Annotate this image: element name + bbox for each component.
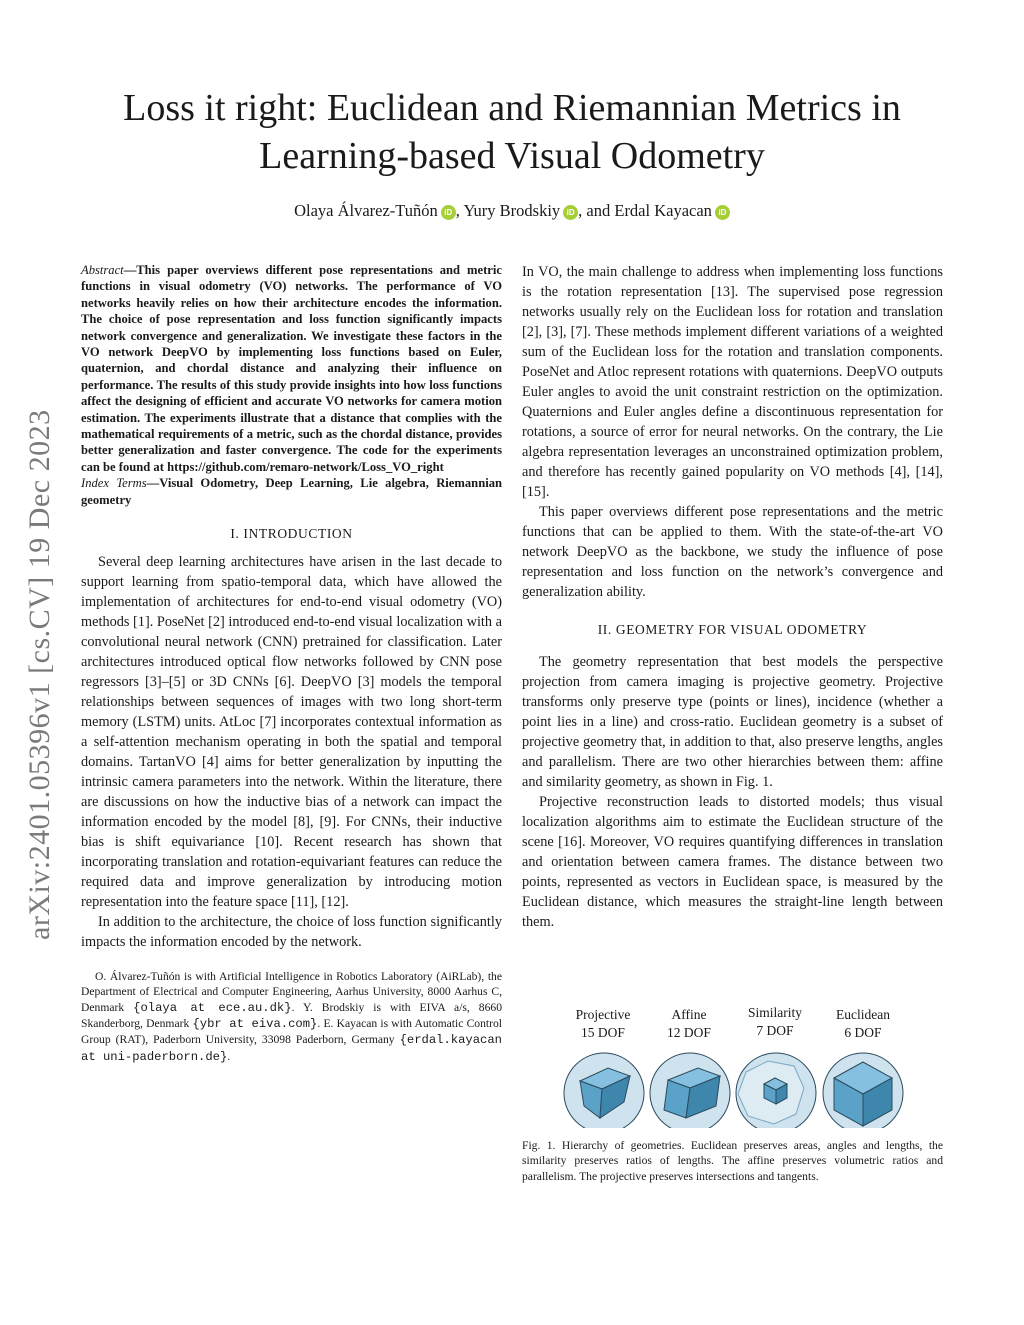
author-name: Yury Brodskiy bbox=[463, 201, 561, 220]
orcid-icon[interactable]: iD bbox=[563, 205, 578, 220]
index-terms-lead: Index Terms bbox=[81, 476, 147, 491]
paper-title: Loss it right: Euclidean and Riemannian Metrics in Learning-based Visual Odometry bbox=[123, 87, 901, 177]
geometry-illustration bbox=[558, 1004, 918, 1128]
abstract-lead: Abstract bbox=[81, 263, 124, 277]
geometry-name: Affine bbox=[671, 1007, 707, 1022]
left-column bbox=[81, 262, 502, 1065]
geometry-hierarchy-figure bbox=[558, 1004, 918, 1128]
body-paragraph: In addition to the architecture, the choice of loss function significantly impacts the information encoded by the network. bbox=[81, 914, 502, 951]
section-heading: I. INTRODUCTION bbox=[230, 526, 353, 542]
email-link[interactable]: {olaya at ece.au.dk} bbox=[133, 1000, 292, 1015]
footnote-text: . bbox=[227, 1049, 231, 1063]
geometry-name: Similarity bbox=[748, 1005, 802, 1020]
author-name: Olaya Álvarez-Tuñón bbox=[294, 201, 438, 220]
body-paragraph: Projective reconstruction leads to distorted models; thus visual localization algorithms aim to estimate the Euclidean structure of the scene [16]. Moreover, VO requires quantifying differences in translation and orientation between camera frames. The distance between two points, represented as vectors in Euclidean space, is measured by the Euclidean distance, which measures the straight-line length between them. bbox=[522, 794, 943, 930]
author-list bbox=[110, 201, 914, 221]
geometry-dof: 7 DOF bbox=[756, 1023, 794, 1038]
geometry-dof: 6 DOF bbox=[844, 1025, 882, 1040]
geometry-name: Euclidean bbox=[836, 1007, 890, 1022]
right-column bbox=[522, 262, 943, 932]
euclidean-illustration bbox=[823, 1053, 903, 1128]
projective-illustration bbox=[564, 1053, 644, 1128]
similarity-illustration bbox=[736, 1053, 816, 1128]
author-name: Erdal Kayacan bbox=[614, 201, 712, 220]
footnote-text: . E. Kayacan is with Automatic Control Group (RAT), Paderborn University, 33098 Paderborn, Germany bbox=[81, 1016, 502, 1047]
body-paragraph: In VO, the main challenge to address when implementing loss functions is the rotation representation [13]. The supervised pose regression networks usually rely on the Euclidean loss for rotation and translation [2], [3], [7]. These methods implement different variations of a weighted sum of the Euclidean loss for the rotation and translation components. PoseNet and Atloc represent rotations with quaternions. DeepVO outputs Euler angles to avoid the unit constraint restriction on the optimization. Quaternions and Euler angles define a discontinuous representation for rotations, a source of error for neural networks. On the contrary, the Lie algebra representation leverages an unconstrained optimization problem, and therefore has recently gained popularity on VO methods [4], [14], [15]. bbox=[522, 264, 943, 500]
orcid-icon[interactable]: iD bbox=[715, 205, 730, 220]
affine-illustration bbox=[650, 1053, 730, 1128]
body-paragraph: The geometry representation that best models the perspective projection from camera imaging is projective geometry. Projective transforms only preserve type (points or lines), incidence (whether a point lies in a line) and cross-ratio. Euclidean geometry is a subset of projective geometry that, in addition to that, also preserve lengths, angles and parallelism. There are two other hierarchies between them: affine and similarity geometry, as shown in Fig. 1. bbox=[522, 654, 943, 790]
body-paragraph: Several deep learning architectures have arisen in the last decade to support learning from spatio-temporal data, which have allowed the implementation of architectures for end-to-end visual odometry (VO) methods [1]. PoseNet [2] introduced end-to-end visual localization with a convolutional neural network (CNN) pretrained for classification. Later architectures introduced optical flow networks followed by CNN pose regressors [3]–[5] or 3D CNNs [6]. DeepVO [3] models the temporal relationships between sequences of images with two long short-term memory (LSTM) units. AtLoc [7] incorporates contextual information as a self-attention mechanism operating in both the spatial and temporal domains. TartanVO [4] aims for better generalization by inputting the intrinsic camera parameters into the network. Within the literature, there are discussions on how the inductive bias of a network can impact the information encoded by the model [8], [9]. For CNNs, their inductive bias is shift equivariance [10]. Recent research has shown that incorporating translation and rotation-equivariant features can reduce the required data and improve generalization by introducing motion representation into the feature space [11], [12]. bbox=[81, 554, 502, 911]
email-link[interactable]: {ybr at eiva.com} bbox=[192, 1016, 318, 1031]
body-paragraph: This paper overviews different pose representations and the metric functions that can be applied to them. With the state-of-the-art VO network DeepVO as the backbone, we study the influence of pose representation and loss function on the network’s convergence and generalization ability. bbox=[522, 504, 943, 600]
figure-caption: Fig. 1. Hierarchy of geometries. Euclidean preserves areas, angles and lengths, the similarity preserves ratios of lengths. The affine preserves volumetric ratios and parallelism. The projective preserves intersections and tangents. bbox=[522, 1139, 943, 1183]
author-separator: , and bbox=[578, 201, 615, 220]
arxiv-identifier: arXiv:2401.05396v1 [cs.CV] 19 Dec 2023 bbox=[23, 409, 56, 940]
orcid-icon[interactable]: iD bbox=[441, 205, 456, 220]
author-separator: , bbox=[455, 201, 464, 220]
geometry-dof: 15 DOF bbox=[581, 1025, 625, 1040]
index-terms-text: —Visual Odometry, Deep Learning, Lie algebra, Riemannian geometry bbox=[81, 476, 502, 507]
geometry-dof: 12 DOF bbox=[667, 1025, 711, 1040]
email-link[interactable]: {erdal.kayacan at uni-paderborn.de} bbox=[81, 1033, 502, 1064]
section-heading: II. GEOMETRY FOR VISUAL ODOMETRY bbox=[597, 622, 868, 637]
index-terms bbox=[81, 475, 502, 508]
footnote-text: O. Álvarez-Tuñón is with Artificial Intelligence in Robotics Laboratory (AiRLab), the Department of Electrical and Computer Engineering, Aarhus University, 8000 Aarhus C, Denmark bbox=[81, 970, 502, 1014]
abstract bbox=[81, 262, 502, 475]
abstract-text: —This paper overviews different pose representations and metric functions in visual odometry (VO) networks. The performance of VO networks heavily relies on how their architecture encodes the information. The choice of pose representation and loss function significantly impacts network convergence and generalization. We investigate these factors in the VO network DeepVO by implementing loss functions based on Euler, quaternion, and chordal distance and analyzing their influence on performance. The results of this study provide insights into how loss functions affect the designing of efficient and accurate VO networks for camera motion estimation. The experiments illustrate that a distance that complies with the mathematical requirements of a metric, such as the chordal distance, provides better generalization and faster convergence. The code for the experiments can be found at https://github.com/remaro-network/Loss_VO_right bbox=[81, 263, 502, 474]
geometry-name: Projective bbox=[575, 1007, 631, 1022]
affiliation-footnote bbox=[81, 969, 502, 1065]
footnote-text: . Y. Brodskiy is with EIVA a/s, 8660 Skanderborg, Denmark bbox=[81, 1000, 502, 1030]
